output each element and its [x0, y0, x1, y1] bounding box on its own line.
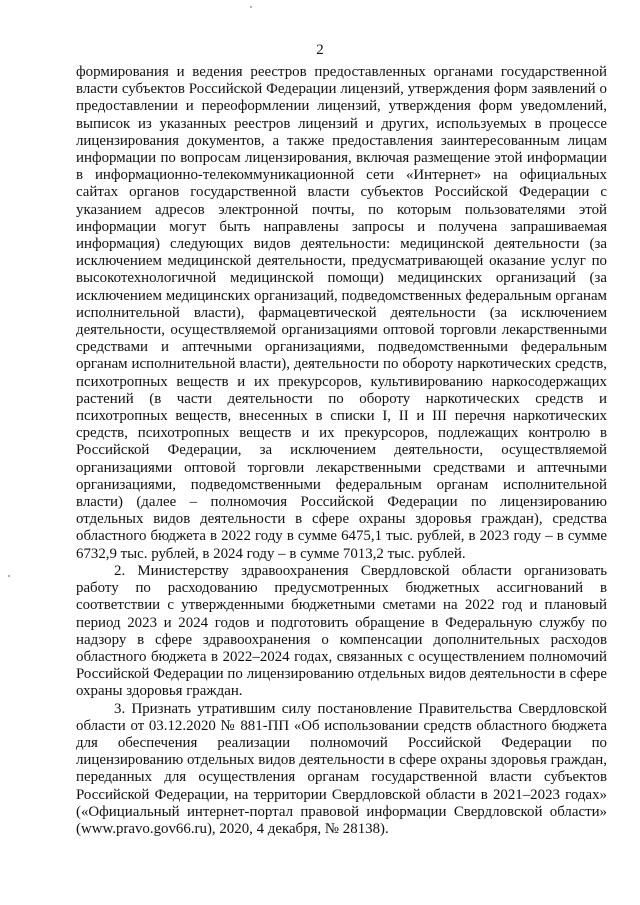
paragraph-item-3: 3. Признать утратившим силу постановление Правительства Свердловской области от 03.12.2020 № 881-ПП «Об использовании средств областного бюджета для обеспечения реализации полномочий Российской Федерации по лицензированию отдельных видов деятельности в сфере охраны здоровья граждан, переданных для осуществления органам государственной власти субъектов Российской Федерации, на территории Свердловской области в 2021–2023 годах» («Официальный интернет-портал правовой информации Свердловской области» (www.pravo.gov66.ru), 2020, 4 декабря, № 28138). [76, 700, 607, 837]
page-number: 2 [316, 42, 324, 58]
paragraph-item-2: 2. Министерству здравоохранения Свердловской области организовать работу по расходованию предусмотренных бюджетных ассигнований в соответствии с утвержденными бюджетными сметами на 2022 год и плановый период 2023 и 2024 годов и подготовить обращение в Федеральную службу по надзору в сфере здравоохранения о компенсации дополнительных расходов областного бюджета в 2022–2024 годах, связанных с осуществлением полномочий Российской Федерации по лицензированию отдельных видов деятельности в сфере охраны здоровья граждан. [76, 562, 607, 700]
scan-speck [250, 6, 252, 8]
paragraph-continuation: формирования и ведения реестров предоставленных органами государственной власти субъектов Российской Федерации лицензий, утверждения форм заявлений о предоставлении и переоформлении лицензий, утверждения форм уведомлений, выписок из указанных реестров лицензий и других, используемых в процессе лицензирования документов, а также предоставления заинтересованным лицам информации по вопросам лицензирования, включая размещение этой информации в информационно-телекоммуникационной сети «Интернет» на официальных сайтах органов государственной власти субъектов Российской Федерации с указанием адресов электронной почты, по которым пользователями этой информации могут быть направлены запросы и получена запрашиваемая информация) следующих видов деятельности: медицинской деятельности (за исключением медицинской деятельности, предусматривающей оказание услуг по высокотехнологичной медицинской помощи) медицинских организаций (за исключением медицинских организаций, подведомственных федеральным органам исполнительной власти), фармацевтической деятельности (за исключением деятельности, осуществляемой организациями оптовой торговли лекарственными средствами и аптечными организациями, подведомственными федеральным органам исполнительной власти), деятельности по обороту наркотических средств, психотропных веществ и их прекурсоров, культивированию наркосодержащих растений (в части деятельности по обороту наркотических средств и психотропных веществ, внесенных в списки I, II и III перечня наркотических средств, психотропных веществ и их прекурсоров, подлежащих контролю в Российской Федерации, за исключением деятельности, осуществляемой организациями оптовой торговли лекарственными средствами и аптечными организациями, подведомственными федеральным органам исполнительной власти) (далее – полномочия Российской Федерации по лицензированию отдельных видов деятельности в сфере охраны здоровья граждан), средства областного бюджета в 2022 году в сумме 6475,1 тыс. рублей, в 2023 году – в сумме 6732,9 тыс. рублей, в 2024 году – в сумме 7013,2 тыс. рублей. [76, 64, 607, 562]
scan-speck [8, 575, 10, 577]
document-body [76, 64, 607, 838]
